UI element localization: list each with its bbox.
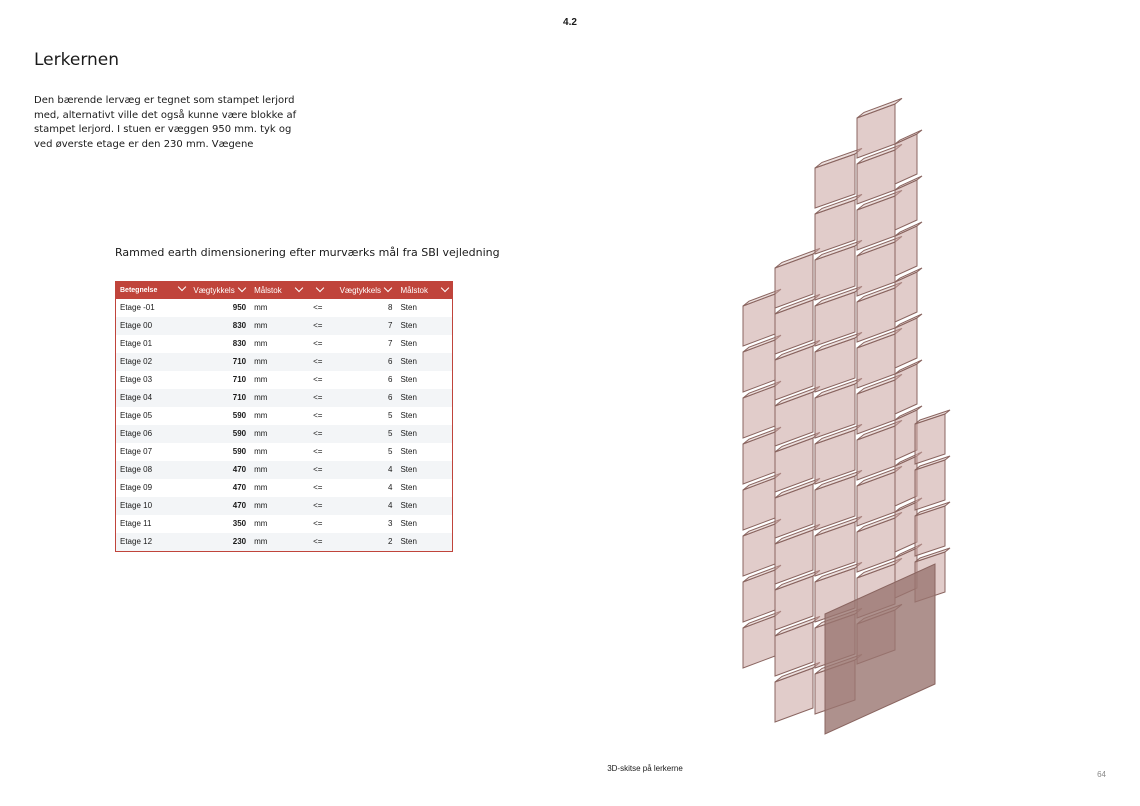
lerkerne-3d-model: [735, 94, 955, 740]
column-header[interactable]: [309, 282, 336, 299]
wall-thickness-cell: 710: [232, 357, 247, 366]
wall-block: [775, 668, 813, 722]
wall-thickness-cell: 590: [232, 447, 247, 456]
operator-cell: <=: [313, 519, 323, 528]
stone-count-cell: 7: [387, 339, 393, 348]
wall-thickness-cell: 350: [232, 519, 247, 528]
table-row: [116, 335, 453, 353]
stone-count-cell: 3: [387, 519, 393, 528]
operator-cell: <=: [313, 465, 323, 474]
wall-thickness-cell: 470: [232, 501, 247, 510]
unit-cell: mm: [254, 339, 268, 348]
floor-cell: Etage 01: [120, 339, 153, 348]
wall-thickness-cell: 830: [232, 339, 247, 348]
operator-cell: <=: [313, 393, 323, 402]
section-number: 4.2: [563, 17, 577, 28]
stone-count-cell: 4: [387, 483, 393, 492]
wall-thickness-cell: 470: [232, 483, 247, 492]
floor-cell: Etage -01: [120, 303, 155, 312]
table-row: [116, 407, 453, 425]
table-row: [116, 533, 453, 552]
unit-cell: Sten: [400, 465, 417, 474]
unit-cell: Sten: [400, 483, 417, 492]
wall-thickness-cell: 710: [232, 375, 247, 384]
page-title: Lerkernen: [34, 50, 120, 70]
chevron-down-icon: [441, 284, 449, 292]
wall-thickness-cell: 710: [232, 393, 247, 402]
unit-cell: mm: [254, 429, 268, 438]
unit-cell: Sten: [400, 393, 417, 402]
operator-cell: <=: [313, 357, 323, 366]
chevron-down-icon: [384, 284, 392, 292]
chevron-down-icon: [178, 283, 186, 291]
unit-cell: mm: [254, 447, 268, 456]
floor-cell: Etage 12: [120, 537, 153, 546]
operator-cell: <=: [313, 321, 323, 330]
unit-cell: mm: [254, 519, 268, 528]
stone-count-cell: 7: [387, 321, 393, 330]
table-row: [116, 389, 453, 407]
unit-cell: Sten: [400, 519, 417, 528]
operator-cell: <=: [313, 303, 323, 312]
floor-cell: Etage 11: [120, 519, 152, 528]
column-header[interactable]: Vægtykkels: [336, 282, 397, 299]
operator-cell: <=: [313, 429, 323, 438]
unit-cell: mm: [254, 465, 268, 474]
table-row: [116, 443, 453, 461]
wall-thickness-cell: 590: [232, 429, 247, 438]
floor-cell: Etage 08: [120, 465, 153, 474]
unit-cell: mm: [254, 375, 268, 384]
floor-cell: Etage 00: [120, 321, 153, 330]
figure-caption: 3D-skitse på lerkerne: [607, 764, 683, 773]
floor-cell: Etage 03: [120, 375, 153, 384]
table-row: [116, 515, 453, 533]
unit-cell: Sten: [400, 339, 417, 348]
unit-cell: Sten: [400, 375, 417, 384]
unit-cell: mm: [254, 411, 268, 420]
wall-thickness-cell: 590: [232, 411, 247, 420]
floor-cell: Etage 07: [120, 447, 153, 456]
floor-cell: Etage 04: [120, 393, 153, 402]
unit-cell: Sten: [400, 537, 417, 546]
operator-cell: <=: [313, 483, 323, 492]
unit-cell: mm: [254, 321, 268, 330]
column-header[interactable]: Betegnelse: [116, 282, 190, 299]
operator-cell: <=: [313, 447, 323, 456]
unit-cell: mm: [254, 483, 268, 492]
floor-cell: Etage 10: [120, 501, 153, 510]
operator-cell: <=: [313, 537, 323, 546]
unit-cell: Sten: [400, 429, 417, 438]
stone-count-cell: 4: [387, 501, 393, 510]
stone-count-cell: 5: [387, 429, 393, 438]
stone-count-cell: 5: [387, 411, 393, 420]
operator-cell: <=: [313, 411, 323, 420]
unit-cell: mm: [254, 303, 268, 312]
stone-count-cell: 6: [387, 357, 393, 366]
unit-cell: Sten: [400, 447, 417, 456]
unit-cell: Sten: [400, 303, 417, 312]
table-row: [116, 479, 453, 497]
table-row: [116, 371, 453, 389]
unit-cell: mm: [254, 357, 268, 366]
stone-count-cell: 8: [387, 303, 393, 312]
chevron-down-icon: [237, 284, 245, 292]
table-row: [116, 317, 453, 335]
unit-cell: Sten: [400, 411, 417, 420]
body-paragraph: Den bærende lervæg er tegnet som stampet lerjord med, alternativt ville det også kunne være blokke af stampet lerjord. I stuen er væggen 950 mm. tyk og ved øverste etage er den 230 mm. Vægene: [34, 95, 297, 150]
floor-cell: Etage 09: [120, 483, 153, 492]
dimension-table: [115, 281, 453, 552]
unit-cell: mm: [254, 501, 268, 510]
table-header-row: [116, 282, 453, 299]
stone-count-cell: 6: [387, 393, 393, 402]
table-row: [116, 353, 453, 371]
floor-cell: Etage 06: [120, 429, 153, 438]
chevron-down-icon: [294, 284, 302, 292]
stone-count-cell: 5: [387, 447, 393, 456]
column-header[interactable]: Vægtykkels: [189, 282, 250, 299]
table-row: [116, 461, 453, 479]
wall-thickness-cell: 470: [232, 465, 247, 474]
chevron-down-icon: [316, 284, 324, 292]
operator-cell: <=: [313, 339, 323, 348]
floor-cell: Etage 02: [120, 357, 153, 366]
column-header[interactable]: Målstok: [250, 282, 309, 299]
stone-count-cell: 4: [387, 465, 393, 474]
page-number: 64: [1097, 770, 1106, 779]
table-row: [116, 299, 453, 317]
unit-cell: mm: [254, 537, 268, 546]
column-header[interactable]: Målstok: [396, 282, 452, 299]
stone-count-cell: 6: [387, 375, 393, 384]
table-row: [116, 497, 453, 515]
table-title: Rammed earth dimensionering efter murværks mål fra SBI vejledning: [115, 246, 500, 259]
wall-thickness-cell: 830: [232, 321, 247, 330]
wall-thickness-cell: 950: [232, 303, 247, 312]
floor-cell: Etage 05: [120, 411, 153, 420]
operator-cell: <=: [313, 501, 323, 510]
operator-cell: <=: [313, 375, 323, 384]
unit-cell: Sten: [400, 321, 417, 330]
stone-count-cell: 2: [387, 537, 393, 546]
wall-thickness-cell: 230: [232, 537, 247, 546]
table-row: [116, 425, 453, 443]
unit-cell: Sten: [400, 501, 417, 510]
unit-cell: mm: [254, 393, 268, 402]
unit-cell: Sten: [400, 357, 417, 366]
